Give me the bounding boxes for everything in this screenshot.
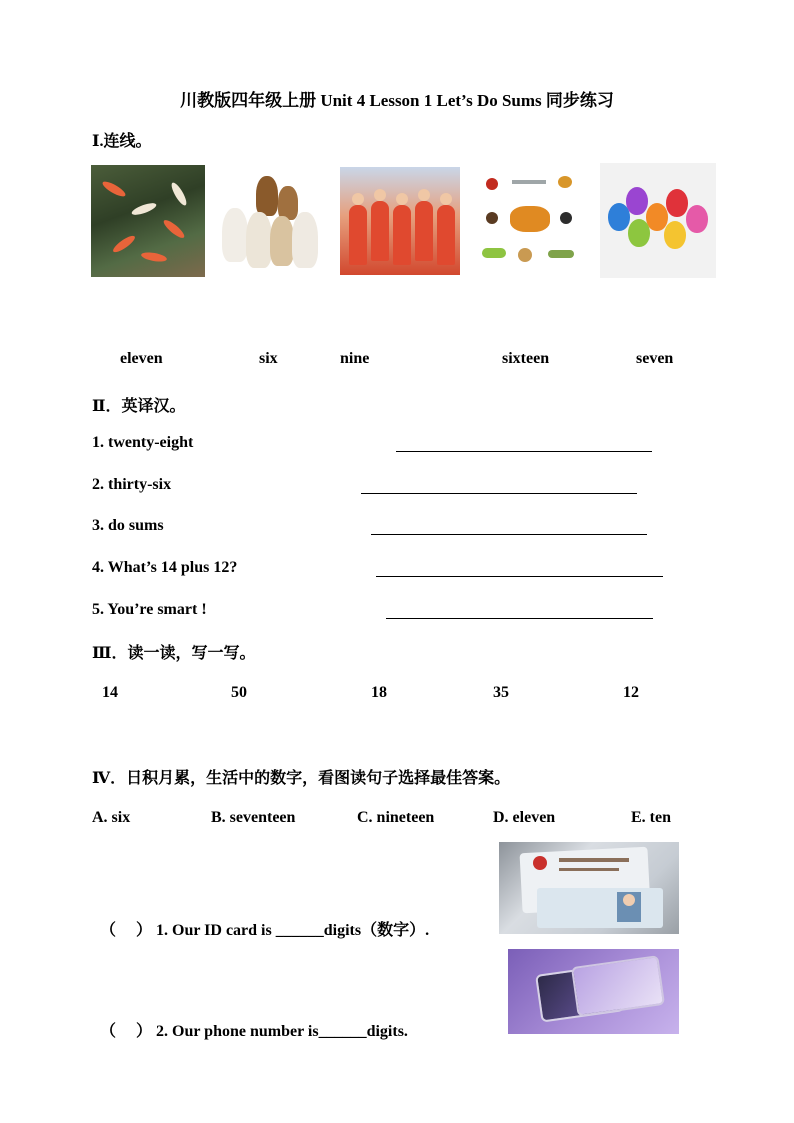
option-b: B. seventeen (211, 809, 296, 826)
question-1-text-after: digits（数字）. (323, 922, 430, 939)
section-3-heading: Ⅲ．读一读，写一写。 (92, 645, 256, 662)
question-2 (100, 1018, 408, 1041)
number-12: 12 (623, 684, 639, 701)
translate-item-4: 4. What’s 14 plus 12? (92, 559, 238, 576)
answer-line-4[interactable] (376, 576, 663, 577)
page-title: 川教版四年级上册 Unit 4 Lesson 1 Let’s Do Sums 同步练习 (180, 91, 614, 110)
dogs-image (218, 172, 326, 272)
section-2-heading: Ⅱ．英译汉。 (92, 398, 186, 415)
translate-item-2: 2. thirty-six (92, 476, 172, 493)
match-word-nine: nine (340, 350, 370, 367)
translate-item-3: 3. do sums (92, 517, 164, 534)
insects-image (478, 170, 582, 272)
koi-fish-image (91, 165, 205, 277)
answer-line-2[interactable] (361, 493, 637, 494)
option-d: D. eleven (493, 809, 556, 826)
people-image (340, 167, 460, 275)
answer-paren-1[interactable]: （ ） (100, 922, 153, 939)
balloons-image (600, 163, 716, 278)
answer-paren-2[interactable]: （ ） (100, 1023, 153, 1040)
answer-line-5[interactable] (386, 618, 653, 619)
answer-line-3[interactable] (371, 534, 647, 535)
question-2-text-before: 2. Our phone number is (156, 1023, 319, 1040)
translate-item-5: 5. You’re smart ! (92, 601, 207, 618)
match-word-sixteen: sixteen (502, 350, 550, 367)
number-18: 18 (371, 684, 387, 701)
match-word-six: six (259, 350, 278, 367)
option-c: C. nineteen (357, 809, 435, 826)
match-word-seven: seven (636, 350, 674, 367)
number-50: 50 (231, 684, 247, 701)
section-4-heading: Ⅳ．日积月累，生活中的数字，看图读句子选择最佳答案。 (92, 770, 511, 787)
question-1-text-before: 1. Our ID card is (156, 922, 276, 939)
id-card-image (499, 842, 679, 934)
option-e: E. ten (631, 809, 671, 826)
question-1-blank[interactable]: ______ (275, 922, 324, 939)
match-word-eleven: eleven (120, 350, 163, 367)
number-14: 14 (102, 684, 118, 701)
section-1-heading: Ⅰ.连线。 (92, 133, 152, 150)
question-2-blank[interactable]: ______ (318, 1023, 367, 1040)
option-a: A. six (92, 809, 131, 826)
translate-item-1: 1. twenty-eight (92, 434, 194, 451)
question-1 (100, 917, 429, 940)
number-35: 35 (493, 684, 509, 701)
phone-image (508, 949, 679, 1034)
answer-line-1[interactable] (396, 451, 652, 452)
question-2-text-after: digits. (366, 1023, 408, 1040)
